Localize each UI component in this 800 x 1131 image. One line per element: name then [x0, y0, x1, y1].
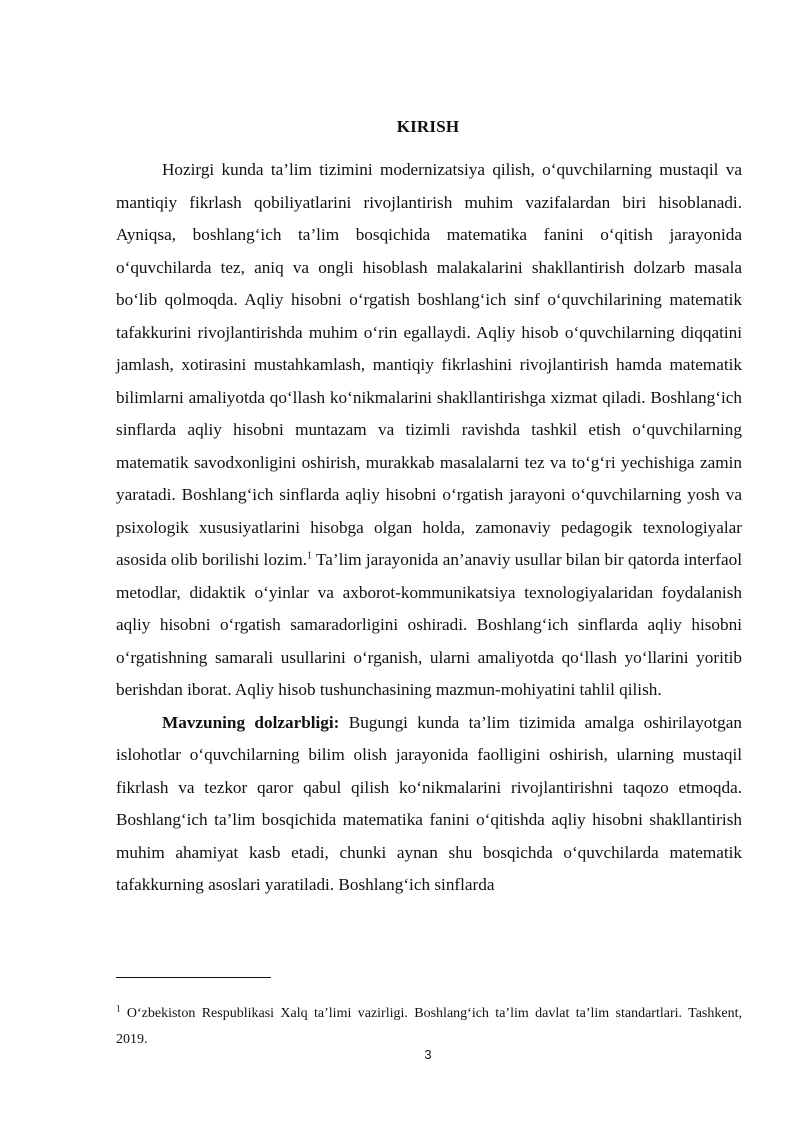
footnote-separator	[116, 977, 271, 978]
footnote-reference[interactable]: 1	[307, 550, 312, 562]
footnote-marker: 1	[116, 1003, 121, 1014]
relevance-paragraph	[116, 707, 742, 902]
intro-text-part1: Hozirgi kunda ta’lim tizimini modernizatsiya qilish, o‘quvchilarning mustaqil va mantiqiy fikrlash qobiliyatlarini rivojlantirish muhim vazifalardan biri hisoblanadi. Ayniqsa, boshlang‘ich ta’lim bosqichida matematika fanini o‘qitish jarayonida o‘quvchilarda tez, aniq va ongli hisoblash malakalarini shakllantirish dolzarb masala bo‘lib qolmoqda. Aqliy hisobni o‘rgatish boshlang‘ich sinf o‘quvchilarining matematik tafakkurini rivojlantirishda muhim o‘rin egallaydi. Aqliy hisob o‘quvchilarning diqqatini jamlash, xotirasini mustahkamlash, mantiqiy fikrlashini rivojlantirish hamda matematik bilimlarni amaliyotda qo‘llash ko‘nikmalarini shakllantirishga xizmat qiladi. Boshlang‘ich sinflarda aqliy hisobni muntazam va tizimli ravishda tashkil etish o‘quvchilarning matematik savodxonligini oshirish, murakkab masalalarni tez va to‘g‘ri yechishiga zamin yaratadi. Boshlang‘ich sinflarda aqliy hisobni o‘rgatish jarayoni o‘quvchilarning yosh va psixologik xususiyatlarini hisobga olgan holda, zamonaviy pedagogik texnologiyalar asosida olib borilishi lozim.	[116, 160, 742, 569]
page-number: 3	[424, 1047, 432, 1062]
section-heading: KIRISH	[396, 117, 460, 136]
body-text	[116, 154, 742, 902]
footnote-text: O‘zbekiston Respublikasi Xalq ta’limi vazirligi. Boshlang‘ich ta’lim davlat ta’lim standartlari. Tashkent, 2019.	[116, 1006, 742, 1047]
footnote	[116, 1001, 742, 1053]
intro-paragraph	[116, 154, 742, 707]
intro-text-part2: Ta’lim jarayonida an’anaviy usullar bilan bir qatorda interfaol metodlar, didaktik o‘yinlar va axborot-kommunikatsiya texnologiyalaridan foydalanish aqliy hisobni o‘rgatish samaradorligini oshiradi. Boshlang‘ich sinflarda aqliy hisobni o‘rgatishning samarali usullarini o‘rganish, ularni amaliyotda qo‘llash yo‘llarini yoritib berishdan iborat. Aqliy hisob tushunchasining mazmun-mohiyatini tahlil qilish.	[116, 550, 743, 699]
relevance-text: Bugungi kunda ta’lim tizimida amalga oshirilayotgan islohotlar o‘quvchilarning bilim olish jarayonida faolligini oshirish, ularning mustaqil fikrlash va tezkor qaror qabul qilish ko‘nikmalarini rivojlantirishni taqozo etmoqda. Boshlang‘ich ta’lim bosqichida matematika fanini o‘qitishda aqliy hisobni shakllantirish muhim ahamiyat kasb etadi, chunki aynan shu bosqichda o‘quvchilarda matematik tafakkurning asoslari yaratiladi. Boshlang‘ich sinflarda	[116, 712, 742, 894]
relevance-label: Mavzuning dolzarbligi:	[162, 712, 340, 732]
